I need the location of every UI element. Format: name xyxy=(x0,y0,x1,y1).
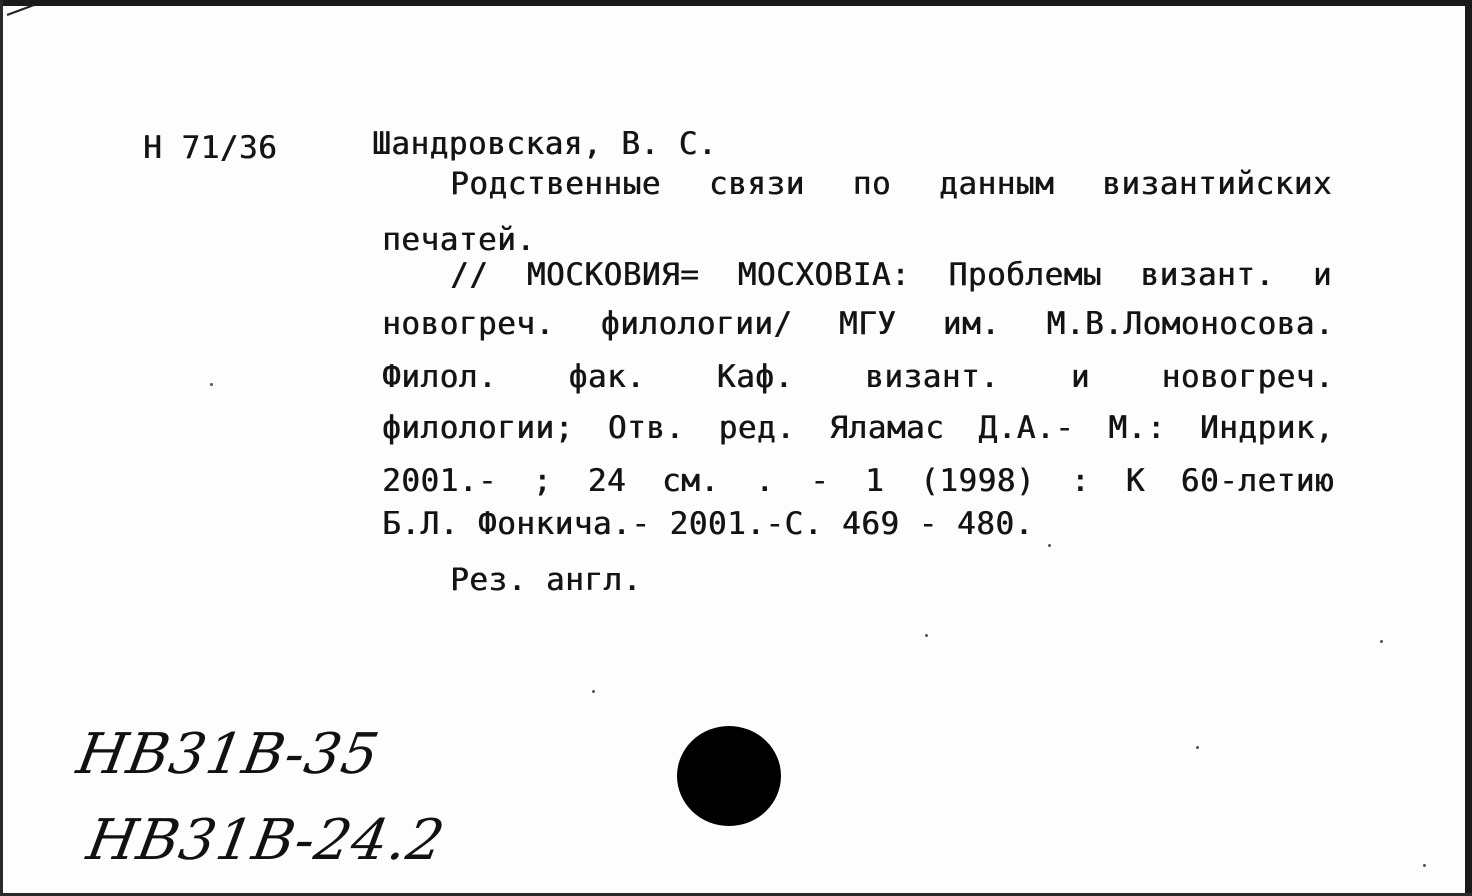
edition-line: 2001.- ; 24 см. . - 1 (1998) : К 60-летию xyxy=(382,463,1334,499)
pages-line: Б.Л. Фонкича.- 2001.-С. 469 - 480. xyxy=(382,506,1034,542)
scan-speck xyxy=(1380,640,1383,643)
scan-speck xyxy=(925,634,928,637)
title-line: Родственные связи по данным византийских xyxy=(450,166,1332,202)
punch-hole xyxy=(677,726,781,826)
editor-line: филологии; Отв. ред. Яламас Д.А.- М.: Индрик, xyxy=(382,410,1334,446)
scan-speck xyxy=(592,690,595,693)
scan-speck xyxy=(1423,864,1426,867)
card-edge-left xyxy=(0,0,3,896)
scan-speck xyxy=(1196,746,1199,749)
scan-speck xyxy=(1048,544,1051,547)
handwritten-shelfmark: НВ31В-35 xyxy=(72,722,385,787)
summary-note: Рез. англ. xyxy=(450,562,642,598)
corner-pen-mark xyxy=(6,4,36,16)
faculty-line: Филол. фак. Каф. визант. и новогреч. xyxy=(382,359,1334,395)
publisher-line: новогреч. филологии/ МГУ им. М.В.Ломоносова. xyxy=(382,306,1334,342)
author-heading: Шандровская, В. С. xyxy=(372,126,717,162)
call-number: Н 71/36 xyxy=(143,130,278,166)
card-edge-right xyxy=(1465,0,1472,896)
handwritten-shelfmark: НВ31В-24.2 xyxy=(82,808,450,873)
series-line: // МОСКОВИЯ= МОСХОВIA: Проблемы визант. и xyxy=(450,257,1332,293)
title-line-continued: печатей. xyxy=(382,222,536,258)
scan-speck xyxy=(210,383,213,386)
card-edge-top xyxy=(0,0,1472,6)
